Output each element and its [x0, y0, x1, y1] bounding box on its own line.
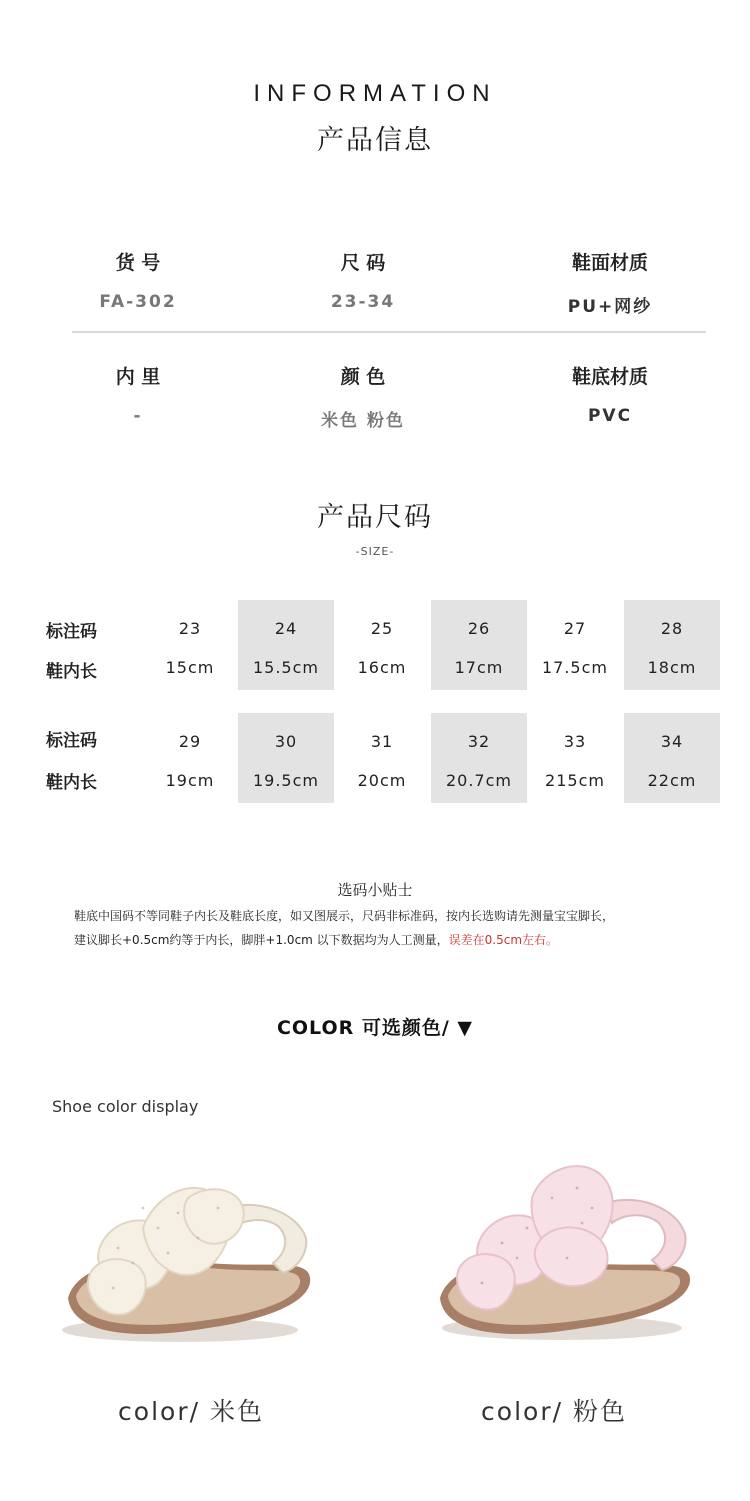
size-length: 215cm	[545, 771, 605, 790]
size-cell	[334, 600, 430, 690]
attr-value-item-no: FA-302	[99, 292, 177, 312]
size-cell	[238, 600, 334, 690]
size-table-2	[38, 713, 728, 803]
beige-sandal-image	[58, 1168, 318, 1358]
size-cell	[142, 713, 238, 803]
size-tips-line-2-main: 建议脚长+0.5cm约等于内长，脚胖+1.0cm 以下数据均为人工测量，	[74, 933, 449, 947]
attr-value-size: 23-34	[330, 292, 396, 312]
size-cell	[238, 713, 334, 803]
size-cell	[624, 713, 720, 803]
size-code: 29	[178, 732, 202, 751]
size-tips-title: 选码小贴士	[337, 881, 413, 899]
size-length: 20cm	[357, 771, 407, 790]
size-cell	[334, 713, 430, 803]
size-code: 33	[563, 732, 587, 751]
size-table-1	[38, 600, 728, 690]
attr-label-color: 颜 色	[340, 366, 386, 388]
size-code: 28	[660, 619, 684, 638]
info-chinese-title: 产品信息	[317, 125, 433, 156]
attr-label-size: 尺 码	[340, 252, 386, 274]
size-length: 15.5cm	[252, 658, 319, 677]
attr-label-lining: 内 里	[115, 366, 161, 388]
size-code: 32	[467, 732, 491, 751]
color-caption-beige: color/ 米色	[118, 1397, 264, 1426]
size-length: 19cm	[165, 771, 215, 790]
size-code: 27	[563, 619, 587, 638]
size-chinese-title: 产品尺码	[317, 502, 433, 533]
size-length: 20.7cm	[445, 771, 512, 790]
size-length: 17.5cm	[541, 658, 608, 677]
color-caption-pink: color/ 粉色	[481, 1397, 627, 1426]
size-cell	[431, 600, 527, 690]
attr-value-color: 米色 粉色	[321, 411, 405, 431]
size-row-label-length: 鞋内长	[46, 773, 97, 793]
pink-sandal-image	[432, 1158, 700, 1358]
size-code: 31	[370, 732, 394, 751]
size-code: 34	[660, 732, 684, 751]
info-english-title: INFORMATION	[253, 80, 497, 107]
size-code: 23	[178, 619, 202, 638]
size-length: 22cm	[647, 771, 697, 790]
attr-value-upper-material: PU+网纱	[567, 297, 653, 317]
attr-label-upper-material: 鞋面材质	[571, 252, 648, 274]
size-code: 30	[274, 732, 298, 751]
attr-label-item-no: 货 号	[115, 252, 161, 274]
size-length: 17cm	[454, 658, 504, 677]
size-cell	[142, 600, 238, 690]
attr-value-lining: -	[133, 406, 143, 426]
size-code: 25	[370, 619, 394, 638]
size-length: 19.5cm	[252, 771, 319, 790]
color-section-title: COLOR 可选颜色/ ▼	[276, 1017, 474, 1039]
shoe-display-label: Shoe color display	[52, 1097, 199, 1116]
size-row-label-code: 标注码	[46, 731, 97, 751]
size-length: 18cm	[647, 658, 697, 677]
size-cell	[527, 713, 623, 803]
size-code: 26	[467, 619, 491, 638]
size-tips-error-note: 误差在0.5cm左右。	[448, 933, 559, 947]
attr-value-sole-material: PVC	[587, 406, 633, 426]
size-tips-line-1: 鞋底中国码不等同鞋子内长及鞋底长度，如又图展示，尺码非标准码，按内长选购请先测量宝宝脚长，	[74, 909, 615, 923]
size-row-label-code: 标注码	[46, 622, 97, 642]
attr-label-sole-material: 鞋底材质	[571, 366, 648, 388]
attr-divider	[72, 331, 706, 333]
size-row-label-length: 鞋内长	[46, 662, 97, 682]
size-tips-line-2	[74, 931, 558, 948]
size-cell	[624, 600, 720, 690]
size-english-title: -SIZE-	[355, 545, 395, 558]
size-length: 16cm	[357, 658, 407, 677]
size-length: 15cm	[165, 658, 215, 677]
size-cell	[527, 600, 623, 690]
size-cell	[431, 713, 527, 803]
size-code: 24	[274, 619, 298, 638]
